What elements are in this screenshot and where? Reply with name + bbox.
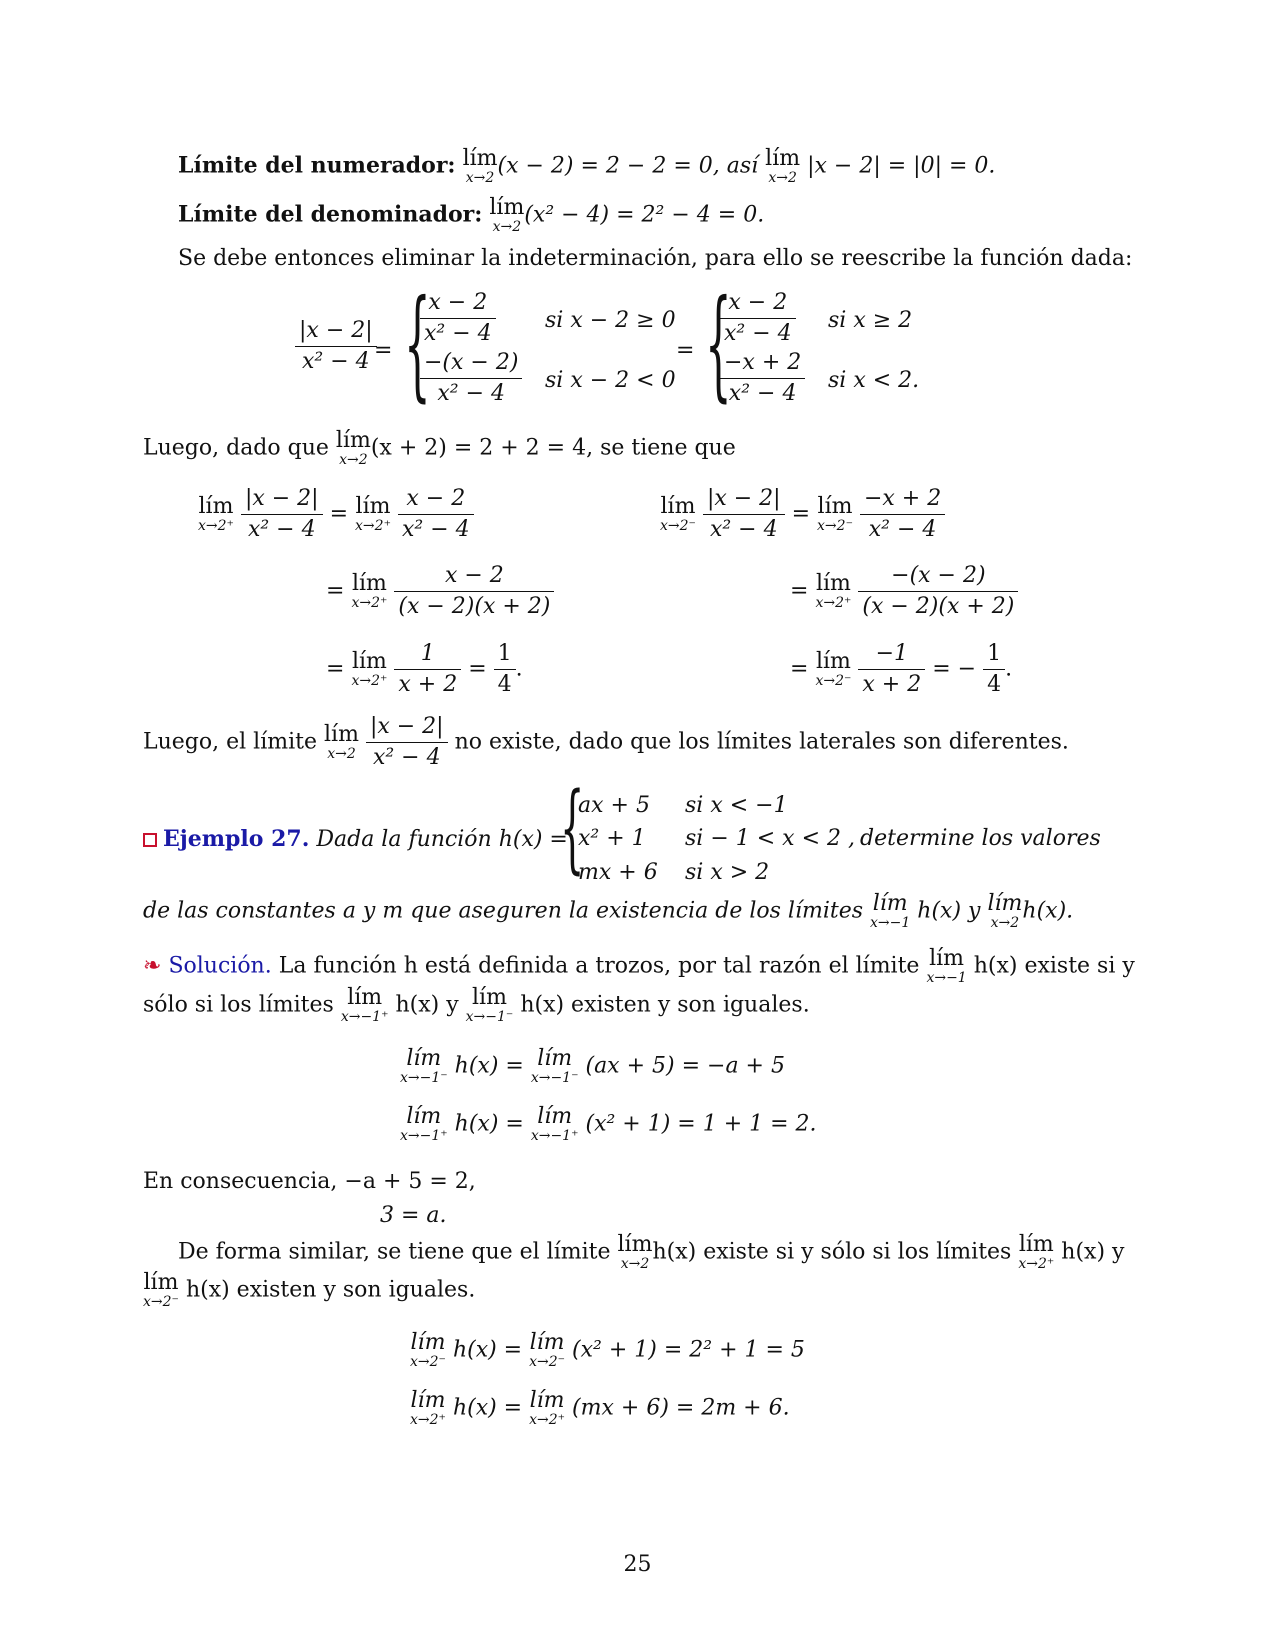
- h-case-2: x² + 1: [578, 826, 646, 851]
- page-number: 25: [623, 1552, 652, 1577]
- case-4-fraction: $\frac{-x + 2}{\text{x² − 4}}$: [720, 352, 805, 405]
- solution-label: Solución.: [168, 953, 272, 979]
- case-2-fraction: $\frac{-(x - 2)}{\text{x² − 4}}$: [420, 352, 522, 405]
- right-limit-eq-1: lím x→2⁺ $\frac{|x - 2|}{\text{x² − 4}}$ = lím x→2⁺ $\frac{x - 2}{\text{x² − 4}}$: [198, 488, 474, 541]
- left-limit-eq-3: = lím x→2⁻ $\frac{-1}{x + 2}$ = − $\frac{1}{4}$ .: [790, 641, 1013, 697]
- equals-sign: =: [676, 338, 695, 363]
- solution-line-1: ❧ Solución. La función h está definida a trozos, por tal razón el límite lím x→−1 h(x) existe si y: [143, 946, 1135, 986]
- case-2-condition: si x − 2 < 0: [545, 368, 676, 393]
- h-case-3: mx + 6: [578, 860, 658, 885]
- paragraph-text: 3 = a.: [380, 1203, 447, 1228]
- left-limit-eq-1: lím x→2⁻ $\frac{|x - 2|}{\text{x² − 4}}$ = lím x→2⁻ $\frac{-x + 2}{\text{x² − 4}}$: [660, 488, 945, 541]
- denominator-label: Límite del denominador:: [178, 201, 483, 228]
- limit-operator: lím x→2: [489, 195, 525, 235]
- equals-sign: =: [374, 338, 393, 363]
- case-3-fraction: $\frac{x - 2}{\text{x² − 4}}$: [720, 292, 796, 345]
- case-1-fraction: $\frac{x - 2}{\text{x² − 4}}$: [420, 292, 496, 345]
- conclusion-line: Luego, el límite lím x→2 $\frac{|x - 2|}{\text{x² − 4}}$ no existe, dado que los límites laterales son diferentes.: [143, 714, 1069, 770]
- leaf-icon: ❧: [143, 953, 162, 979]
- math-text: (x − 2) = 2 − 2 = 0, así: [497, 153, 759, 179]
- case-4-condition: si x < 2.: [828, 368, 920, 393]
- paragraph-text: De forma similar, se tiene que el límite lím x→2 h(x) existe si y sólo si los límites lím x→2⁺ h(x) y: [178, 1232, 1125, 1272]
- example-title: Ejemplo 27.: [163, 826, 310, 852]
- left-brace: {: [705, 275, 732, 414]
- numerator-limit-line: [178, 148, 995, 185]
- case-3-condition: si x ≥ 2: [828, 308, 913, 333]
- example-heading: Ejemplo 27. Dada la función h(x) =: [143, 828, 568, 851]
- limit-operator: lím x→2: [335, 428, 371, 468]
- right-limit-eq-3: = lím x→2⁺ $\frac{1}{x + 2}$ = $\frac{1}{4}$ .: [326, 641, 523, 697]
- limit-operator: lím x→2: [462, 146, 498, 186]
- equation-line: lím x→2⁻ h(x) = lím x→2⁻ (x² + 1) = 2² + 1 = 5: [410, 1330, 805, 1370]
- example-text: determine los valores: [860, 826, 1101, 851]
- paragraph-text: lím x→2⁻ h(x) existen y son iguales.: [143, 1270, 476, 1310]
- limit-operator: lím x→2: [765, 146, 801, 186]
- paragraph-text: Se debe entonces eliminar la indeterminación, para ello se reescribe la función dada:: [178, 246, 1133, 271]
- case-1-condition: si x − 2 ≥ 0: [545, 308, 676, 333]
- math-text: |x − 2| = |0| = 0.: [807, 153, 996, 179]
- left-brace: {: [560, 772, 585, 884]
- lhs-fraction: $\frac{|x - 2|}{\text{x² − 4}}$: [295, 320, 377, 373]
- equation-line: lím x→−1⁻ h(x) = lím x→−1⁻ (ax + 5) = −a + 5: [400, 1046, 785, 1086]
- equation-line: lím x→2⁺ h(x) = lím x→2⁺ (mx + 6) = 2m + 6.: [410, 1388, 790, 1428]
- h-cond-3: si x > 2: [685, 860, 770, 885]
- denominator-limit-line: [178, 197, 764, 234]
- example-text-line-2: de las constantes a y m que aseguren la existencia de los límites lím x→−1 h(x) y lím x→2 h(x).: [143, 891, 1074, 931]
- left-brace: {: [404, 275, 431, 414]
- paragraph-text: En consecuencia, −a + 5 = 2,: [143, 1169, 476, 1194]
- left-limit-eq-2: = lím x→2⁺ $\frac{-(x - 2)}{(x - 2)(x + 2)}$: [790, 565, 1018, 618]
- paragraph-text: Luego, dado que lím x→2 (x + 2) = 2 + 2 = 4, se tiene que: [143, 428, 736, 468]
- equation-line: lím x→−1⁺ h(x) = lím x→−1⁺ (x² + 1) = 1 + 1 = 2.: [400, 1104, 817, 1144]
- square-bullet-icon: [143, 833, 157, 847]
- math-text: (x² − 4) = 2² − 4 = 0.: [524, 202, 765, 228]
- h-cond-1: si x < −1: [685, 793, 788, 818]
- h-cond-2: si − 1 < x < 2 ,: [685, 826, 855, 851]
- solution-line-2: sólo si los límites lím x→−1⁺ h(x) y lím x→−1⁻ h(x) existen y son iguales.: [143, 985, 810, 1025]
- h-case-1: ax + 5: [578, 793, 650, 818]
- numerator-label: Límite del numerador:: [178, 152, 456, 179]
- right-limit-eq-2: = lím x→2⁺ $\frac{x - 2}{(x - 2)(x + 2)}$: [326, 565, 554, 618]
